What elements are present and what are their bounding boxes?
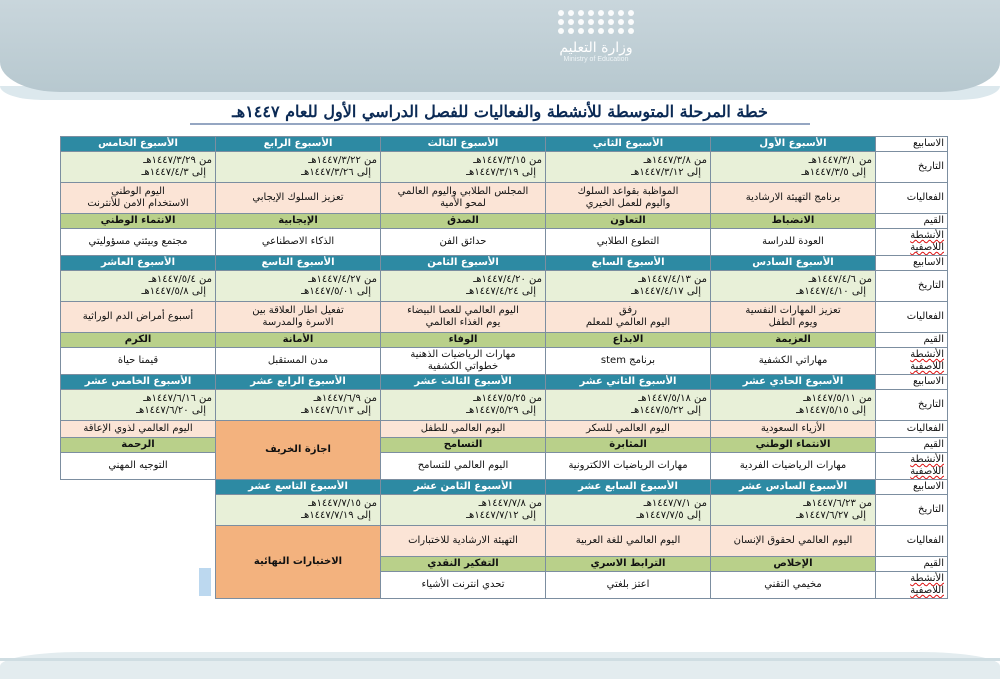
week-header: الأسبوع التاسع عشر — [216, 480, 381, 495]
club-cell: تحدي انترنت الأشياء — [381, 572, 546, 599]
week-header: الأسبوع الثاني — [546, 137, 711, 152]
club-line: خطواتي الكشفية — [427, 361, 499, 372]
logo-dots-icon — [548, 10, 644, 34]
week-header: الأسبوع الثامن — [381, 256, 546, 271]
event-cell: الأزياء السعودية — [711, 421, 876, 438]
week-header: الأسبوع الثالث — [381, 137, 546, 152]
row-label-events: الفعاليات — [876, 526, 948, 557]
date-to: إلى ١٤٤٧/٤/٢٤هـ — [466, 286, 536, 297]
club-cell: التوجيه المهني — [61, 453, 216, 480]
event-line: اليوم العالمي للمعلم — [585, 317, 671, 328]
date-from: من ١٤٤٧/٥/١١هـ — [803, 393, 872, 404]
club-cell: مهارات الرياضيات الالكترونية — [546, 453, 711, 480]
event-cell — [216, 183, 381, 214]
event-line: تعزيز السلوك الإيجابي — [252, 192, 344, 203]
week-header: الأسبوع السادس — [711, 256, 876, 271]
club-cell: حدائق الفن — [381, 229, 546, 256]
row-label-clubs: الأنشطة اللاصفية — [876, 572, 948, 599]
event-line: اليوم العالمي للعصا البيضاء — [407, 305, 519, 316]
date-cell — [711, 390, 876, 421]
date-to: إلى ١٤٤٧/٤/١٧هـ — [631, 286, 701, 297]
week-header: الأسبوع السابع — [546, 256, 711, 271]
row-label-events: الفعاليات — [876, 421, 948, 438]
date-to: إلى ١٤٤٧/٧/١٢هـ — [466, 510, 536, 521]
club-cell: العودة للدراسة — [711, 229, 876, 256]
logo-english-text: Ministry of Education — [563, 56, 629, 63]
date-from: من ١٤٤٧/٥/٢٥هـ — [473, 393, 542, 404]
value-cell: التسامح — [381, 438, 546, 453]
empty-cell — [61, 480, 216, 599]
week-header: الأسبوع الرابع عشر — [216, 375, 381, 390]
club-cell: مهاراتي الكشفية — [711, 348, 876, 375]
row-label-values: القيم — [876, 333, 948, 348]
week-header: الأسبوع الأول — [711, 137, 876, 152]
date-from: من ١٤٤٧/٣/١هـ — [808, 155, 872, 166]
value-cell: الانتماء الوطني — [61, 214, 216, 229]
event-cell: اليوم العالمي لذوي الإعاقة — [61, 421, 216, 438]
event-line: الاسرة والمدرسة — [262, 317, 334, 328]
date-from: من ١٤٤٧/٥/٤هـ — [148, 274, 212, 285]
event-line: تعزيز المهارات النفسية — [745, 305, 841, 316]
date-cell — [216, 152, 381, 183]
value-cell: الانتماء الوطني — [711, 438, 876, 453]
club-cell: قيمنا حياة — [61, 348, 216, 375]
table-row — [61, 256, 948, 271]
date-cell — [381, 271, 546, 302]
date-from: من ١٤٤٧/٣/٢٩هـ — [143, 155, 212, 166]
week-header: الأسبوع الثالث عشر — [381, 375, 546, 390]
value-cell: الرحمة — [61, 438, 216, 453]
value-cell: المثابرة — [546, 438, 711, 453]
event-cell: اليوم العالمي للطفل — [381, 421, 546, 438]
event-line: تفعيل اطار العلاقة بين — [252, 305, 344, 316]
date-cell — [216, 495, 381, 526]
event-cell — [711, 183, 876, 214]
activities-schedule-table — [60, 136, 948, 599]
club-line: مهارات الرياضيات الذهنية — [410, 349, 516, 360]
date-to: إلى ١٤٤٧/٥/١٥هـ — [796, 405, 866, 416]
date-cell — [381, 390, 546, 421]
event-cell: اليوم العالمي لحقوق الإنسان — [711, 526, 876, 557]
date-cell — [546, 495, 711, 526]
event-cell — [381, 302, 546, 333]
event-cell — [381, 183, 546, 214]
event-cell: اليوم العالمي للسكر — [546, 421, 711, 438]
row-label-date: التاريخ — [876, 390, 948, 421]
week-header: الأسبوع الثاني عشر — [546, 375, 711, 390]
table-row — [61, 453, 948, 480]
table-row — [61, 229, 948, 256]
event-cell — [546, 183, 711, 214]
date-from: من ١٤٤٧/٣/١٥هـ — [473, 155, 542, 166]
date-cell — [61, 271, 216, 302]
date-to: إلى ١٤٤٧/٤/٣هـ — [141, 167, 206, 178]
row-label-date: التاريخ — [876, 495, 948, 526]
table-row — [61, 390, 948, 421]
date-to: إلى ١٤٤٧/٦/١٣هـ — [301, 405, 371, 416]
week-header: الأسبوع الحادي عشر — [711, 375, 876, 390]
title-underline — [190, 123, 810, 125]
row-label-values: القيم — [876, 557, 948, 572]
date-from: من ١٤٤٧/٣/٢٢هـ — [308, 155, 377, 166]
date-cell — [381, 152, 546, 183]
value-cell: الابداع — [546, 333, 711, 348]
club-cell: اعتز بلغتي — [546, 572, 711, 599]
club-cell: برنامج stem — [546, 348, 711, 375]
week-header: الأسبوع الثامن عشر — [381, 480, 546, 495]
row-label-weeks: الاسابيع — [876, 375, 948, 390]
value-cell: الصدق — [381, 214, 546, 229]
table-row — [61, 152, 948, 183]
side-marker — [199, 568, 211, 596]
date-from: من ١٤٤٧/٦/٢٣هـ — [803, 498, 872, 509]
event-line: رفق — [619, 305, 637, 316]
club-cell: مخيمي التقني — [711, 572, 876, 599]
final-exams-cell: الاختبارات النهائية — [216, 526, 381, 599]
table-row — [61, 137, 948, 152]
event-cell — [61, 183, 216, 214]
value-cell: التفكير النقدي — [381, 557, 546, 572]
date-to: إلى ١٤٤٧/٣/٥هـ — [801, 167, 866, 178]
value-cell: الترابط الاسري — [546, 557, 711, 572]
date-to: إلى ١٤٤٧/٦/٢٠هـ — [136, 405, 206, 416]
date-from: من ١٤٤٧/٤/١٣هـ — [638, 274, 707, 285]
date-from: من ١٤٤٧/٦/٩هـ — [313, 393, 377, 404]
date-to: إلى ١٤٤٧/٥/٨هـ — [141, 286, 206, 297]
event-line: اليوم الوطني — [111, 186, 165, 197]
club-cell: مجتمع وبيئتي مسؤوليتي — [61, 229, 216, 256]
date-cell — [546, 271, 711, 302]
event-cell — [546, 302, 711, 333]
date-cell — [61, 390, 216, 421]
header-banner — [0, 0, 1000, 92]
ministry-logo — [548, 8, 644, 78]
date-cell — [381, 495, 546, 526]
event-line: لمحو الأمية — [440, 198, 486, 209]
row-label-weeks: الاسابيع — [876, 480, 948, 495]
week-header: الأسبوع السادس عشر — [711, 480, 876, 495]
table-row — [61, 183, 948, 214]
logo-arabic-text: وزارة التعليم — [559, 40, 633, 56]
date-cell — [711, 152, 876, 183]
event-line: ويوم الطفل — [768, 317, 818, 328]
week-header: الأسبوع التاسع — [216, 256, 381, 271]
date-to: إلى ١٤٤٧/٤/١٠هـ — [796, 286, 866, 297]
event-line: الاستخدام الامن للأنترنت — [87, 198, 189, 209]
date-to: إلى ١٤٤٧/٧/١٩هـ — [301, 510, 371, 521]
table-row — [61, 271, 948, 302]
date-from: من ١٤٤٧/٧/١٥هـ — [308, 498, 377, 509]
date-cell — [546, 390, 711, 421]
event-cell — [216, 302, 381, 333]
page-title: خطة المرحلة المتوسطة للأنشطة والفعاليات للفصل الدراسي الأول للعام ١٤٤٧هـ — [232, 102, 768, 121]
date-from: من ١٤٤٧/٣/٨هـ — [643, 155, 707, 166]
date-from: من ١٤٤٧/٤/٢٧هـ — [308, 274, 377, 285]
row-label-events: الفعاليات — [876, 183, 948, 214]
date-from: من ١٤٤٧/٧/١هـ — [643, 498, 707, 509]
value-cell: العزيمة — [711, 333, 876, 348]
week-header: الأسبوع الخامس عشر — [61, 375, 216, 390]
value-cell: التعاون — [546, 214, 711, 229]
date-to: إلى ١٤٤٧/٣/١٩هـ — [466, 167, 536, 178]
row-label-date: التاريخ — [876, 152, 948, 183]
date-to: إلى ١٤٤٧/٦/٢٧هـ — [796, 510, 866, 521]
event-line: برنامج التهيئة الارشادية — [745, 192, 841, 203]
event-cell: اليوم العالمي للغة العربية — [546, 526, 711, 557]
date-from: من ١٤٤٧/٥/١٨هـ — [638, 393, 707, 404]
week-header: الأسبوع العاشر — [61, 256, 216, 271]
date-cell — [711, 271, 876, 302]
row-label-weeks: الاسابيع — [876, 256, 948, 271]
row-label-clubs: الأنشطة اللاصفية — [876, 453, 948, 480]
week-header: الأسبوع الخامس — [61, 137, 216, 152]
event-line: المجلس الطلابي واليوم العالمي — [397, 186, 529, 197]
event-line: يوم الغذاء العالمي — [425, 317, 501, 328]
row-label-date: التاريخ — [876, 271, 948, 302]
week-header: الأسبوع السابع عشر — [546, 480, 711, 495]
row-label-clubs: الأنشطة اللاصفية — [876, 229, 948, 256]
row-label-events: الفعاليات — [876, 302, 948, 333]
date-to: إلى ١٤٤٧/٥/٠١هـ — [301, 286, 371, 297]
event-line: واليوم للعمل الخيري — [585, 198, 671, 209]
date-to: إلى ١٤٤٧/٥/٢٩هـ — [466, 405, 536, 416]
value-cell: الأمانة — [216, 333, 381, 348]
table-row — [61, 480, 948, 495]
date-cell — [546, 152, 711, 183]
value-cell: الانضباط — [711, 214, 876, 229]
event-cell — [711, 302, 876, 333]
table-row — [61, 348, 948, 375]
date-to: إلى ١٤٤٧/٧/٥هـ — [636, 510, 701, 521]
table-row — [61, 302, 948, 333]
row-label-values: القيم — [876, 438, 948, 453]
event-cell: التهيئة الارشادية للاختبارات — [381, 526, 546, 557]
value-cell: الإخلاص — [711, 557, 876, 572]
week-header: الأسبوع الرابع — [216, 137, 381, 152]
club-cell: التطوع الطلابي — [546, 229, 711, 256]
row-label-clubs: الأنشطة اللاصفية — [876, 348, 948, 375]
club-cell: مدن المستقبل — [216, 348, 381, 375]
table-row — [61, 438, 948, 453]
date-from: من ١٤٤٧/٧/٨هـ — [478, 498, 542, 509]
date-cell — [216, 390, 381, 421]
date-from: من ١٤٤٧/٤/٦هـ — [808, 274, 872, 285]
table-row — [61, 214, 948, 229]
table-row — [61, 421, 948, 438]
date-from: من ١٤٤٧/٤/٢٠هـ — [473, 274, 542, 285]
club-cell: اليوم العالمي للتسامح — [381, 453, 546, 480]
table-row — [61, 375, 948, 390]
date-to: إلى ١٤٤٧/٣/١٢هـ — [631, 167, 701, 178]
event-cell — [61, 302, 216, 333]
date-cell — [711, 495, 876, 526]
date-to: إلى ١٤٤٧/٣/٢٦هـ — [301, 167, 371, 178]
row-label-weeks: الاسابيع — [876, 137, 948, 152]
date-cell — [216, 271, 381, 302]
value-cell: الوفاء — [381, 333, 546, 348]
date-from: من ١٤٤٧/٦/١٦هـ — [143, 393, 212, 404]
autumn-holiday-cell: اجازة الخريف — [216, 421, 381, 480]
club-cell — [381, 348, 546, 375]
value-cell: الكرم — [61, 333, 216, 348]
club-cell: الذكاء الاصطناعي — [216, 229, 381, 256]
footer-banner — [0, 652, 1000, 679]
table-row — [61, 333, 948, 348]
row-label-values: القيم — [876, 214, 948, 229]
date-to: إلى ١٤٤٧/٥/٢٢هـ — [631, 405, 701, 416]
value-cell: الإيجابية — [216, 214, 381, 229]
club-cell: مهارات الرياضيات الفردية — [711, 453, 876, 480]
date-cell — [61, 152, 216, 183]
event-line: أسبوع أمراض الدم الوراثية — [82, 311, 194, 322]
event-line: المواظبة بقواعد السلوك — [577, 186, 679, 197]
